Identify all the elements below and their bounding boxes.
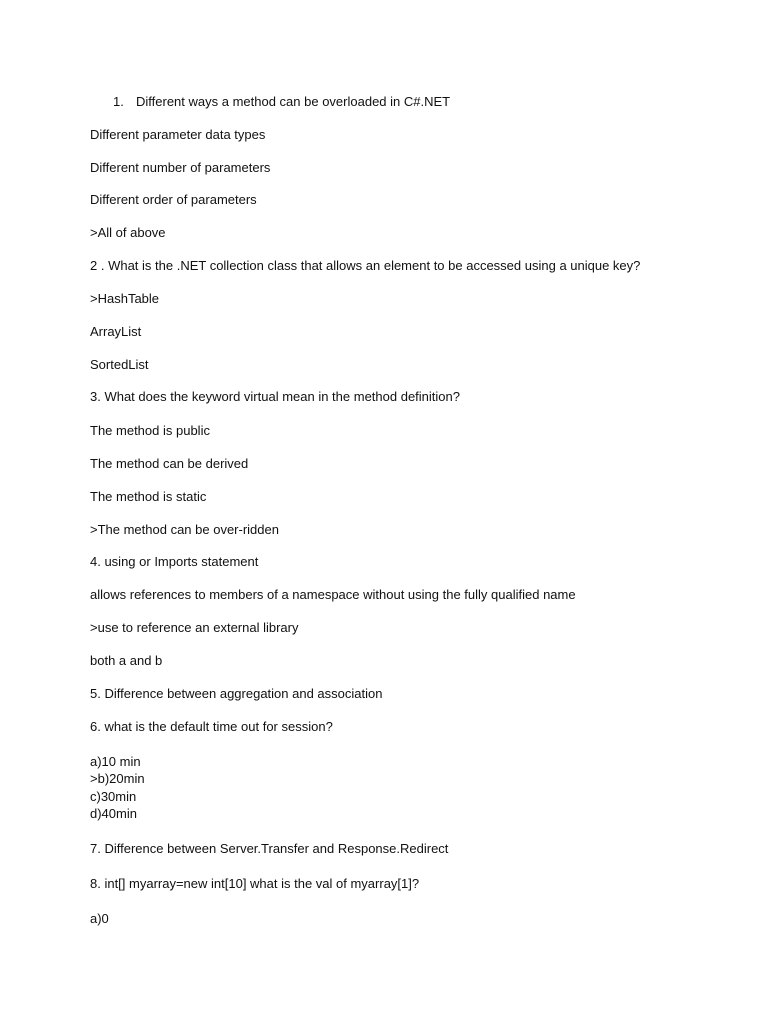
option-text: The method is static bbox=[90, 489, 207, 504]
option-text: d)40min bbox=[90, 806, 137, 821]
question-text: Different ways a method can be overloaded in C#.NET bbox=[136, 94, 451, 109]
option-text: a)10 min bbox=[90, 754, 141, 769]
option-text: Different number of parameters bbox=[90, 160, 271, 175]
option-text: c)30min bbox=[90, 789, 137, 804]
question-6: 6. what is the default time out for session? bbox=[90, 719, 333, 734]
option-text: allows references to members of a namespace without using the fully qualified name bbox=[90, 587, 576, 602]
option-text: The method is public bbox=[90, 423, 210, 438]
option-text: SortedList bbox=[90, 357, 149, 372]
option-text: a)0 bbox=[90, 911, 109, 926]
option-text: Different order of parameters bbox=[90, 192, 257, 207]
option-text: Different parameter data types bbox=[90, 127, 266, 142]
question-1 bbox=[113, 94, 450, 110]
question-5: 5. Difference between aggregation and association bbox=[90, 686, 383, 701]
question-2: 2 . What is the .NET collection class that allows an element to be accessed using a unique key? bbox=[90, 258, 641, 273]
question-4: 4. using or Imports statement bbox=[90, 554, 259, 569]
option-text: both a and b bbox=[90, 653, 163, 668]
answer-text: >use to reference an external library bbox=[90, 620, 299, 635]
answer-text: >All of above bbox=[90, 225, 166, 240]
question-7: 7. Difference between Server.Transfer and Response.Redirect bbox=[90, 841, 449, 856]
answer-text: >HashTable bbox=[90, 291, 160, 306]
answer-text: >b)20min bbox=[90, 771, 145, 786]
answer-text: >The method can be over-ridden bbox=[90, 522, 279, 537]
question-3: 3. What does the keyword virtual mean in the method definition? bbox=[90, 389, 460, 404]
option-text: ArrayList bbox=[90, 324, 142, 339]
question-8: 8. int[] myarray=new int[10] what is the val of myarray[1]? bbox=[90, 876, 420, 891]
question-number: 1. bbox=[113, 94, 124, 109]
option-text: The method can be derived bbox=[90, 456, 249, 471]
